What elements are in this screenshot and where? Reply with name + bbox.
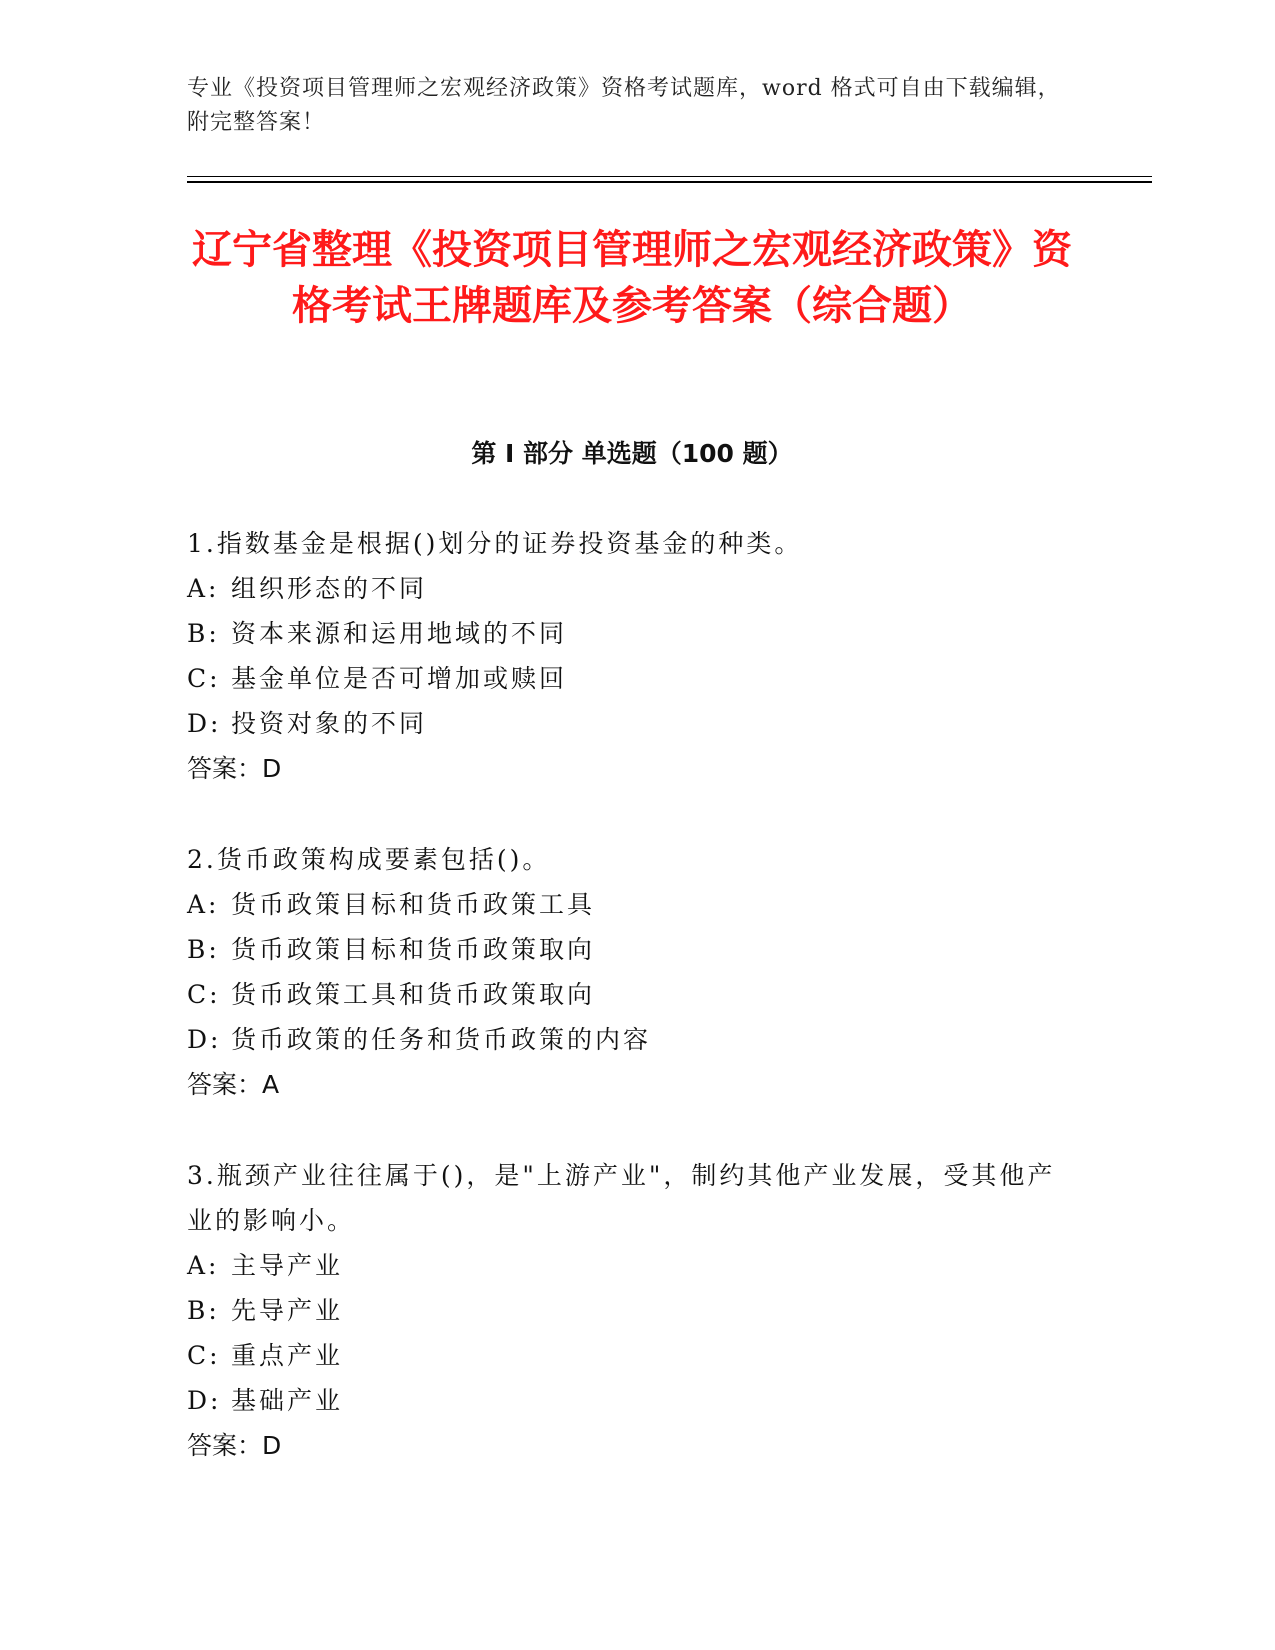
option-c <box>187 656 1067 701</box>
option-letter: A: <box>187 1251 220 1280</box>
option-b <box>187 611 1067 656</box>
answer-line: 答案：D <box>187 754 282 783</box>
option-letter: C: <box>187 980 221 1009</box>
section-heading: 第 I 部分 单选题（100 题） <box>471 439 793 468</box>
option-d <box>187 1378 1067 1423</box>
option-letter: B: <box>187 935 220 964</box>
option-letter: A: <box>187 890 220 919</box>
option-text: 基金单位是否可增加或赎回 <box>231 664 568 693</box>
option-a <box>187 1243 1067 1288</box>
option-text: 基础产业 <box>231 1386 344 1415</box>
question-1 <box>187 521 1067 791</box>
option-text: 先导产业 <box>231 1296 344 1325</box>
header-rule-thick <box>187 181 1152 183</box>
answer-line: 答案：A <box>187 1070 280 1099</box>
option-letter: A: <box>187 574 220 603</box>
option-b <box>187 927 1067 972</box>
header-note: 专业《投资项目管理师之宏观经济政策》资格考试题库，word 格式可自由下载编辑，附完整答案！ <box>187 76 1061 135</box>
option-letter: B: <box>187 619 220 648</box>
question-stem: 2.货币政策构成要素包括()。 <box>187 845 551 874</box>
option-text: 组织形态的不同 <box>231 574 428 603</box>
option-a <box>187 566 1067 611</box>
option-d <box>187 701 1067 746</box>
option-text: 货币政策的任务和货币政策的内容 <box>231 1025 652 1054</box>
option-text: 货币政策工具和货币政策取向 <box>231 980 596 1009</box>
question-2 <box>187 837 1067 1107</box>
header-rule-thin <box>187 176 1152 177</box>
option-c <box>187 1333 1067 1378</box>
option-letter: D: <box>187 1386 222 1415</box>
option-letter: C: <box>187 664 221 693</box>
option-text: 主导产业 <box>231 1251 344 1280</box>
option-text: 货币政策目标和货币政策工具 <box>231 890 596 919</box>
question-3 <box>187 1153 1067 1468</box>
option-c <box>187 972 1067 1017</box>
question-stem: 1.指数基金是根据()划分的证券投资基金的种类。 <box>187 529 803 558</box>
option-text: 资本来源和运用地域的不同 <box>231 619 568 648</box>
option-text: 投资对象的不同 <box>231 709 428 738</box>
question-stem: 3.瓶颈产业往往属于()，是"上游产业"，制约其他产业发展，受其他产业的影响小。 <box>187 1161 1056 1235</box>
option-b <box>187 1288 1067 1333</box>
answer-line: 答案：D <box>187 1431 282 1460</box>
option-letter: B: <box>187 1296 220 1325</box>
option-text: 重点产业 <box>231 1341 344 1370</box>
option-letter: D: <box>187 1025 222 1054</box>
document-title: 辽宁省整理《投资项目管理师之宏观经济政策》资格考试王牌题库及参考答案（综合题） <box>192 227 1072 329</box>
option-a <box>187 882 1067 927</box>
option-d <box>187 1017 1067 1062</box>
option-letter: C: <box>187 1341 221 1370</box>
option-text: 货币政策目标和货币政策取向 <box>231 935 596 964</box>
option-letter: D: <box>187 709 222 738</box>
